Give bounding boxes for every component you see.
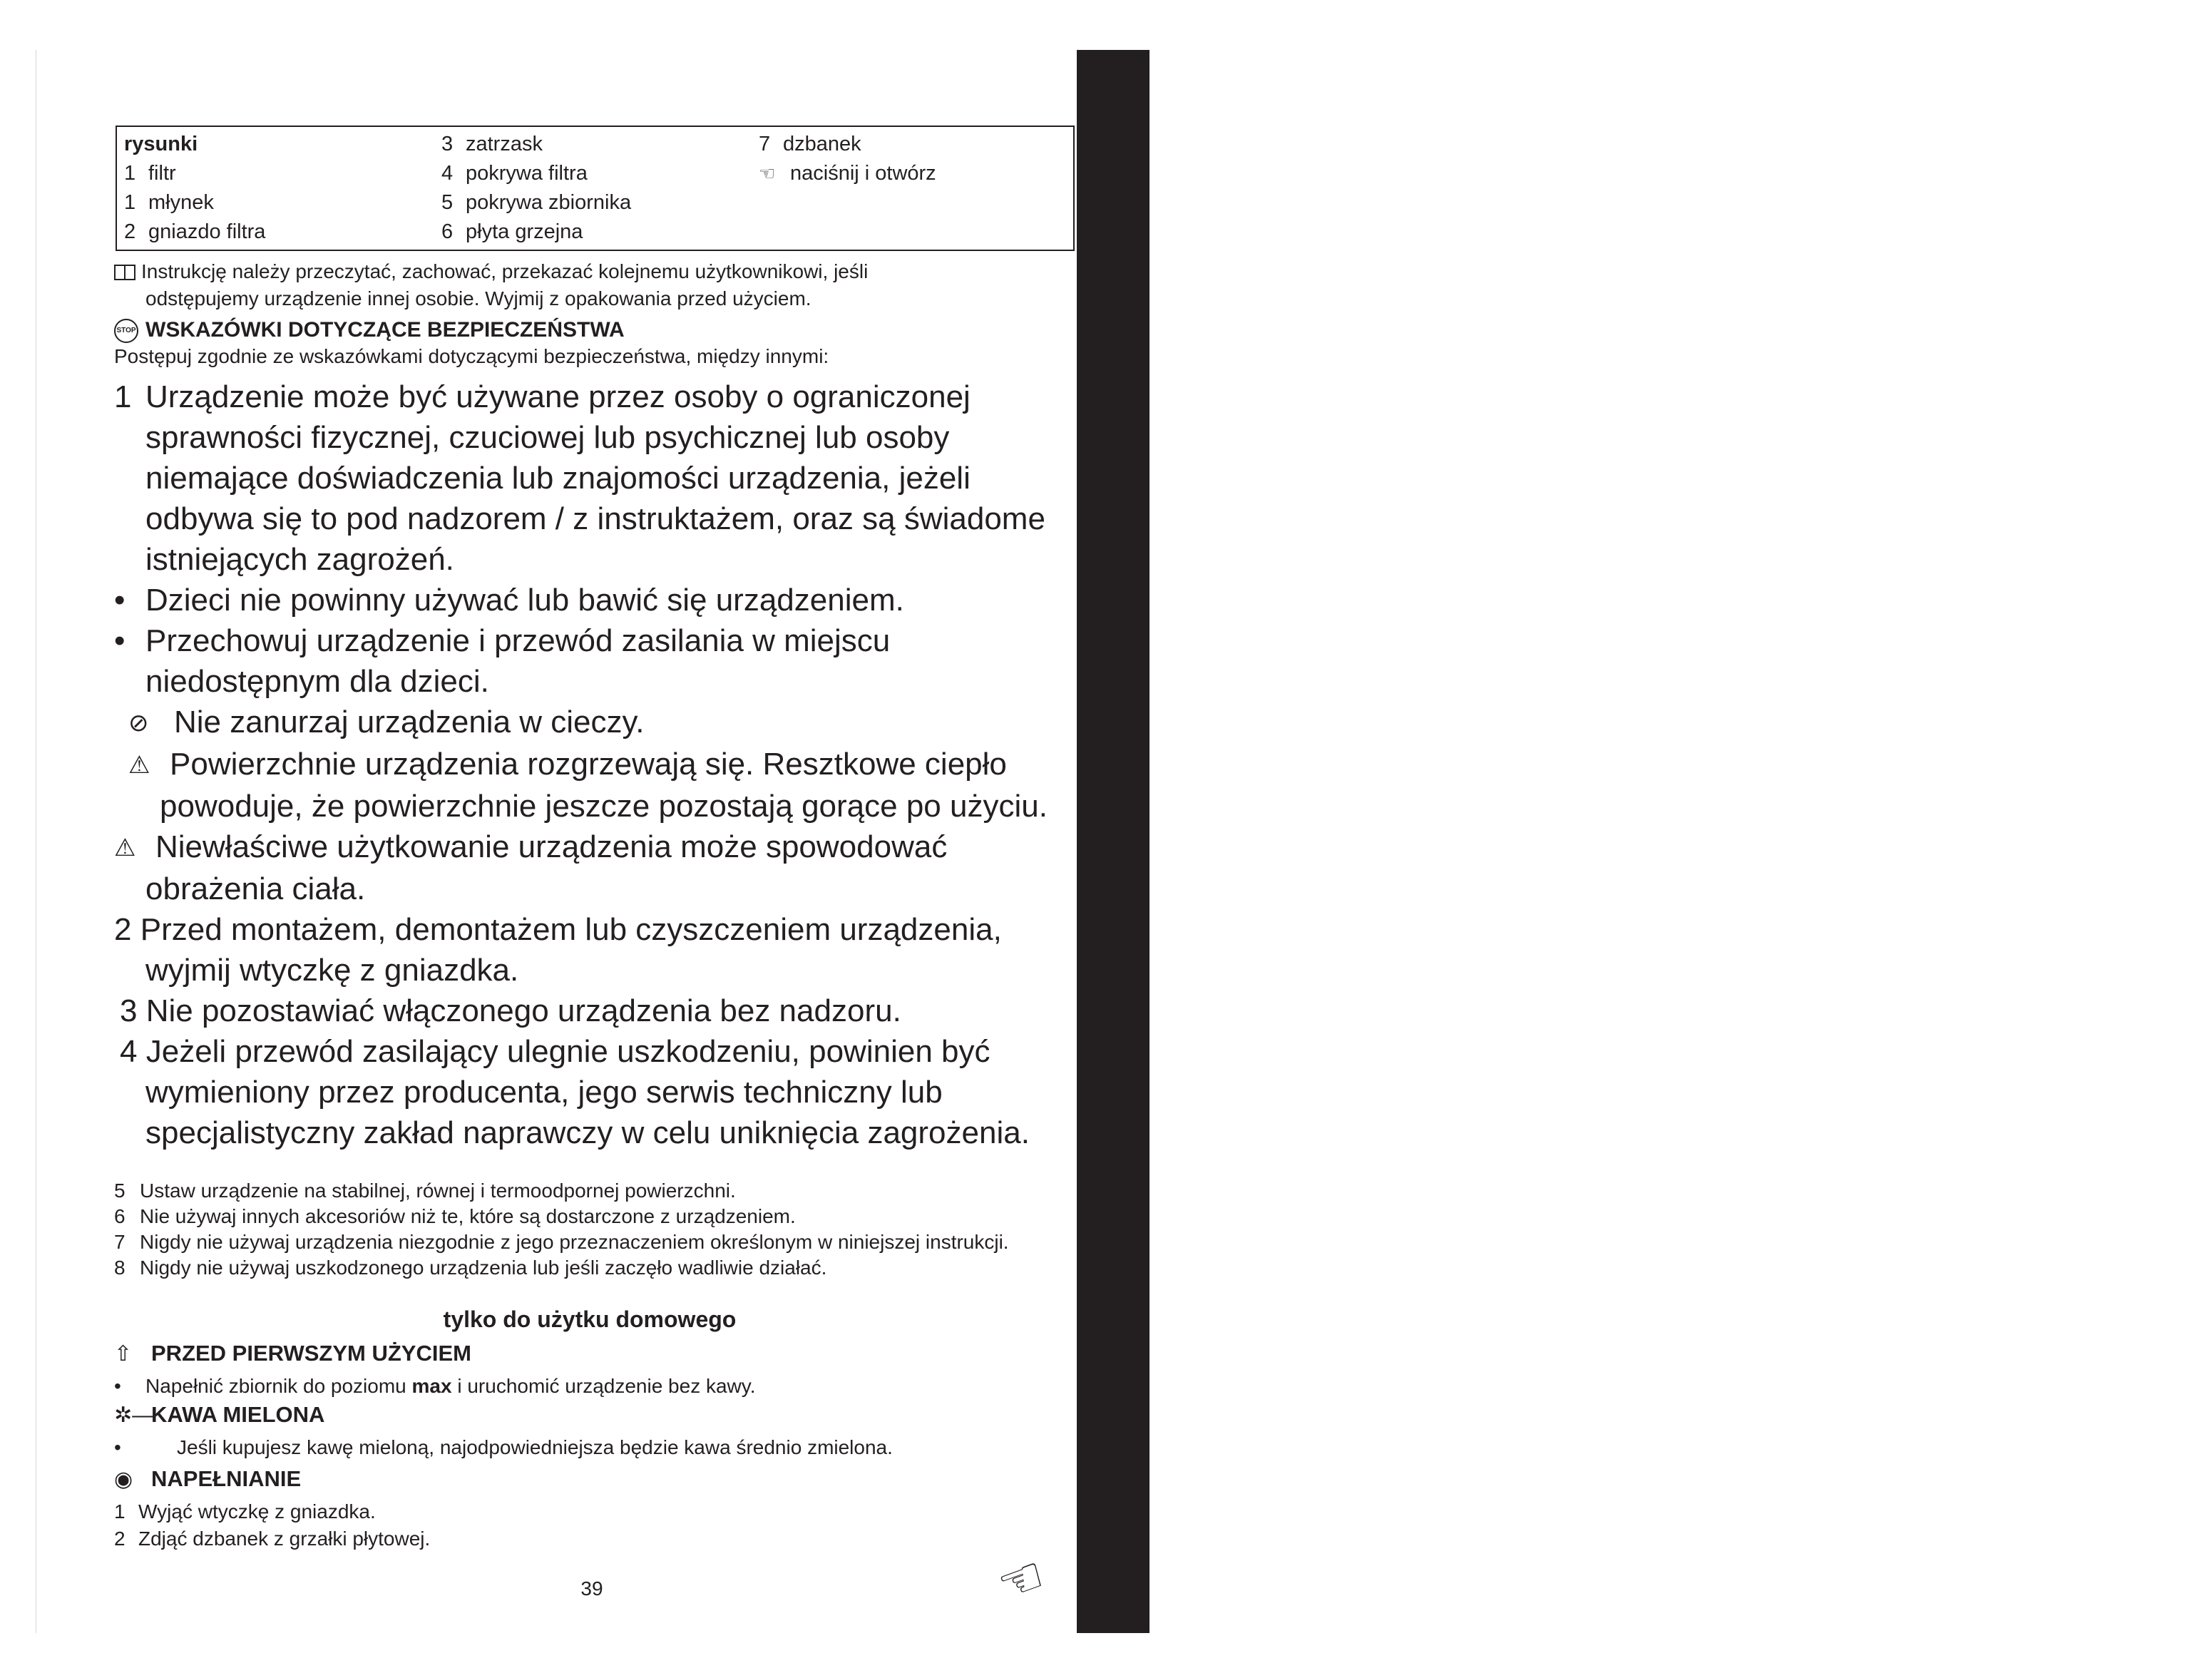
warning-icon: ⚠ (114, 834, 136, 861)
legend-item-number: 5 (441, 191, 454, 214)
intro-line-1: Instrukcję należy przeczytać, zachować, przekazać kolejnemu użytkownikowi, jeśli (141, 260, 869, 282)
read-instructions-note (114, 258, 1070, 312)
legend-item-number: 6 (441, 220, 454, 243)
filling-heading (114, 1466, 301, 1492)
item-text: Ustaw urządzenie na stabilnej, równej i termoodpornej powierzchni. (140, 1180, 736, 1202)
legend-item-label: pokrywa filtra (466, 162, 588, 185)
item-text: Przed montażem, demontażem lub czyszczeniem urządzenia, wyjmij wtyczkę z gniazdka. (140, 912, 1002, 988)
first-use-line (114, 1375, 755, 1398)
ground-coffee-text: Jeśli kupujesz kawę mieloną, najodpowiedniejsza będzie kawa średnio zmielona. (177, 1436, 893, 1458)
safety-heading (114, 318, 625, 343)
item-number: 3 (120, 993, 138, 1028)
filling-step (114, 1500, 376, 1523)
legend-item-number: 2 (124, 220, 136, 243)
item-text: Nigdy nie używaj urządzenia niezgodnie z jego przeznaczeniem określonym w niniejszej instrukcji. (140, 1231, 1009, 1253)
legend-item (441, 218, 631, 247)
legend-item (759, 159, 936, 188)
legend-item-number: 4 (441, 162, 454, 185)
intro-line-2: odstępujemy urządzenie innej osobie. Wyjmij z opakowania przed użyciem. (145, 287, 811, 309)
filling-step (114, 1528, 430, 1550)
item-number: 5 (114, 1180, 126, 1202)
item-text: Nie zanurzaj urządzenia w cieczy. (174, 705, 645, 740)
bullet-dot: • (114, 1436, 121, 1458)
item-text: Przechowuj urządzenie i przewód zasilania w miejscu niedostępnym dla dzieci. (145, 623, 891, 699)
figure-legend (116, 126, 1075, 251)
item-text: Nie używaj innych akcesoriów niż te, które są dostarczone z urządzeniem. (140, 1205, 796, 1227)
safety-item (114, 580, 1084, 620)
legend-item-number: 1 (124, 191, 136, 214)
item-number: 4 (120, 1034, 138, 1069)
item-text: Niewłaściwe użytkowanie urządzenia może spowodować obrażenia ciała. (145, 829, 948, 906)
turn-page-hand-icon: ☜ (990, 1545, 1053, 1615)
first-use-text-after: i uruchomić urządzenie bez kawy. (451, 1375, 756, 1397)
page-number: 39 (580, 1577, 603, 1600)
legend-item-number: 3 (441, 133, 454, 155)
safety-item (114, 702, 1084, 744)
legend-column-3 (759, 130, 936, 188)
safety-small-list (114, 1178, 1070, 1281)
item-number: 1 (114, 379, 132, 414)
legend-item-number: 1 (124, 162, 136, 185)
safety-heading-text: WSKAZÓWKI DOTYCZĄCE BEZPIECZEŃSTWA (145, 318, 625, 342)
safety-item (114, 1178, 1070, 1204)
legend-item-label: gniazdo filtra (148, 220, 266, 243)
step-number: 2 (114, 1528, 126, 1550)
safety-item (114, 1229, 1070, 1255)
item-text: Jeżeli przewód zasilający ulegnie uszkodzeniu, powinien być wymieniony przez producenta, jego serwis techniczny lub specjalistyczny zakład naprawczy w celu uniknięcia zagrożenia. (145, 1034, 1030, 1150)
legend-column-1 (124, 130, 265, 247)
first-use-text-before: Napełnić zbiornik do poziomu (145, 1375, 412, 1397)
legend-title: rysunki (124, 133, 198, 155)
language-sidebar (1077, 50, 2211, 1633)
item-text: Nigdy nie używaj uszkodzonego urządzenia lub jeśli zaczęło wadliwie działać. (140, 1257, 827, 1279)
item-text: Powierzchnie urządzenia rozgrzewają się. Resztkowe ciepło powoduje, że powierzchnie jeszcze pozostają gorące po użyciu. (160, 747, 1048, 824)
legend-item (124, 159, 265, 188)
legend-item (441, 188, 631, 218)
item-number: 8 (114, 1257, 126, 1279)
legend-item (124, 218, 265, 247)
press-hand-icon: ☜ (759, 163, 776, 184)
legend-item (124, 188, 265, 218)
first-use-icon: ⇧ (114, 1342, 133, 1366)
ground-coffee-line (114, 1436, 893, 1459)
safety-item (114, 909, 1084, 991)
eye-icon: ◉ (114, 1468, 133, 1491)
bullet-dot: • (114, 583, 126, 618)
safety-large-list (114, 377, 1084, 1153)
legend-item-label: pokrywa zbiornika (466, 191, 632, 214)
stop-icon: STOP (114, 319, 138, 343)
ground-coffee-heading (114, 1402, 324, 1428)
item-number: 6 (114, 1205, 126, 1227)
safety-item (114, 1031, 1084, 1153)
safety-item (114, 1255, 1070, 1281)
safety-item (114, 744, 1084, 827)
legend-item-label: filtr (148, 162, 176, 185)
bullet-dot: • (114, 623, 126, 658)
legend-item-number: 7 (759, 133, 771, 155)
filling-heading-text: NAPEŁNIANIE (151, 1466, 302, 1491)
bullet-dot: • (114, 1375, 121, 1397)
item-text: Urządzenie może być używane przez osoby o ograniczonej sprawności fizycznej, czuciowej lub psychicznej lub osoby niemające doświadczenia lub znajomości urządzenia, jeżeli odbywa się to pod nadzorem / z instruktażem, oraz są świadome istniejących zagrożeń. (145, 379, 1045, 577)
legend-item-label: naciśnij i otwórz (790, 162, 936, 185)
hot-surface-icon: ⚠ (128, 752, 150, 779)
safety-intro: Postępuj zgodnie ze wskazówkami dotyczącymi bezpieczeństwa, między innymi: (114, 345, 829, 367)
legend-item (759, 130, 936, 159)
step-text: Wyjąć wtyczkę z gniazdka. (138, 1500, 376, 1523)
no-immersion-icon: ⊘ (128, 710, 149, 737)
legend-item-label: płyta grzejna (466, 220, 583, 243)
legend-item-label: zatrzask (466, 133, 543, 155)
safety-item (114, 620, 1084, 702)
safety-item (114, 377, 1084, 580)
legend-item (441, 159, 631, 188)
safety-item (114, 1204, 1070, 1229)
legend-column-2 (441, 130, 631, 247)
legend-item-label: dzbanek (783, 133, 861, 155)
first-use-heading (114, 1341, 471, 1366)
legend-item (441, 130, 631, 159)
sidebar-language-label: pokyny (Slovenčina) (2169, 171, 2211, 532)
safety-item (114, 991, 1084, 1031)
ground-coffee-icon: ✲— (114, 1403, 154, 1427)
item-number: 2 (114, 912, 132, 947)
first-use-heading-text: PRZED PIERWSZYM UŻYCIEM (151, 1341, 471, 1366)
step-number: 1 (114, 1500, 126, 1523)
item-text: Dzieci nie powinny używać lub bawić się urządzeniem. (145, 583, 904, 618)
step-text: Zdjąć dzbanek z grzałki płytowej. (138, 1528, 431, 1550)
item-text: Nie pozostawiać włączonego urządzenia bez nadzoru. (145, 993, 901, 1028)
ground-coffee-heading-text: KAWA MIELONA (151, 1402, 325, 1427)
domestic-use-only: tylko do użytku domowego (443, 1306, 737, 1332)
legend-item-label: młynek (148, 191, 214, 214)
max-level-label: max (411, 1375, 452, 1397)
safety-item (114, 827, 1084, 909)
item-number: 7 (114, 1231, 126, 1253)
book-icon (114, 265, 135, 280)
